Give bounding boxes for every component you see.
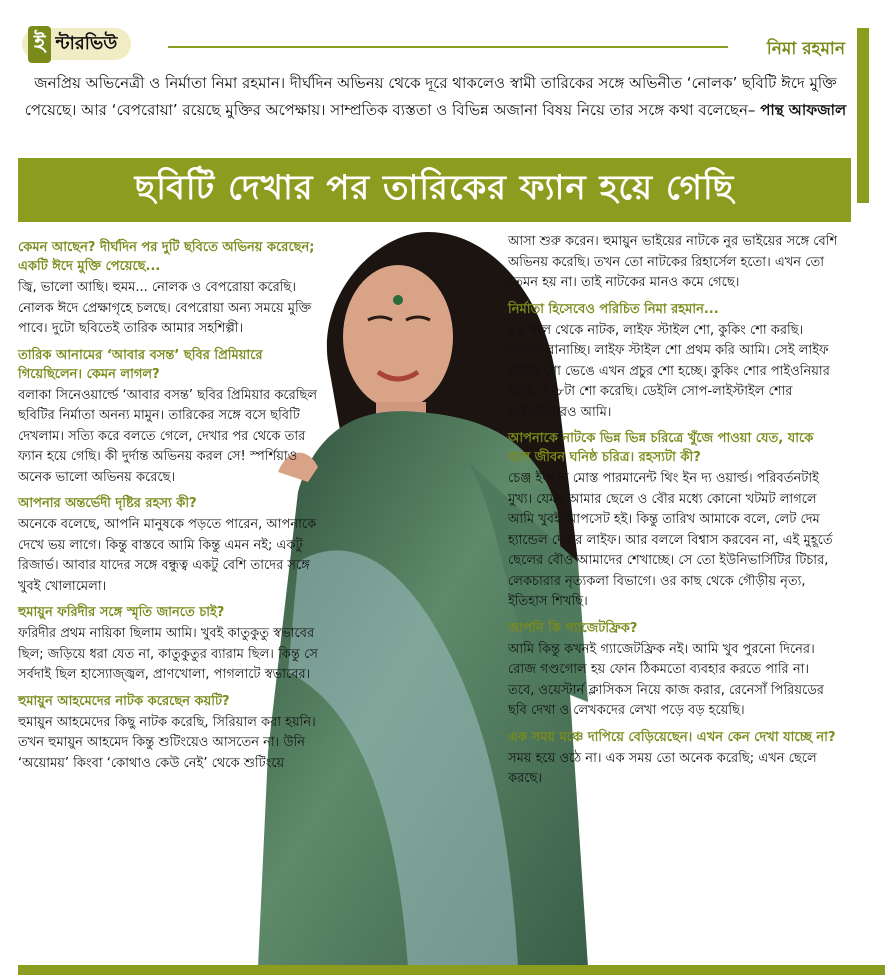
left-column — [18, 232, 318, 774]
header-bar — [0, 0, 885, 68]
answer: ফরিদীর প্রথম নায়িকা ছিলাম আমি। খুবই কাতুকুতু স্বভাবের ছিল; জড়িয়ে ধরা যেত না, কাতুকুতুর ব্যারাম ছিল। কিন্তু সে সর্বদাই ছিল হাস্যোজ্জ্বল, প্রাণখোলা, পাগলাটে স্বভাবের। — [18, 626, 318, 682]
question: এক সময় মঞ্চে দাপিয়ে বেড়িয়েছেন। এখন কেন দেখা যাচ্ছে না? — [508, 729, 836, 745]
answer: জ্বি, ভালো আছি। হুমম... নোলক ও বেপরোয়া করেছি। নোলক ঈদে প্রেক্ষাগৃহে চলছে। বেপরোয়া অন্য সময়ে মুক্তি পাবে। দুটো ছবিতেই তারিক আমার সহশিল্পী। — [18, 280, 312, 336]
question: হুমায়ুন ফরিদীর সঙ্গে স্মৃতি জানতে চাই? — [18, 605, 225, 620]
question: আপনি কি গ্যাজেটফ্রিক? — [508, 620, 638, 636]
answer: হুমায়ুন আহমেদের কিছু নাটক করেছি, সিরিয়াল করা হয়নি। তখন হুমায়ুন আহমেদ কিন্তু শুটিংয়েও আসতেন না। উনি ‘অয়োময়’ কিংবা ‘কোথাও কেউ নেই’ থেকে শুটিংয়ে — [18, 714, 316, 771]
question: নির্মাতা হিসেবেও পরিচিত নিমা রহমান... — [508, 301, 719, 317]
answer: ৯৮ সাল থেকে নাটক, লাইফ স্টাইল শো, কুকিং শো করছি। এখনো বানাচ্ছি। লাইফ স্টাইল শো প্রথম করি আমি। সেই লাইফ স্টাইল শো ভেঙে এখন প্রচুর শো হচ্ছে। কুকিং শোর পাইওনিয়ার আমি; ৭-৮টা শো করেছি। ডেইলি সোপ-লাইস্টাইল শোর পাইওনিয়ারও আমি। — [508, 322, 830, 420]
question: আপনার অন্তর্ভেদী দৃষ্টির রহস্য কী? — [18, 496, 197, 511]
answer: চেঞ্জ ইজ দ্য মোস্ত পারমানেন্ট থিং ইন দ্য ওয়ার্ল্ড। পরিবর্তনটাই মুখ্য। যেমন আমার ছেলে ও বৌর মধ্যে কোনো খটমট লাগলে আমি খুবই আপসেট হই। কিন্তু তারিখ আমাকে বলে, লেট দেম হ্যান্ডেল দেয়ার লাইফ। আর বললে বিশ্বাস করবেন না, এই মুহূর্তে ছেলের বৌও আমাদের শেখাচ্ছে। সে তো ইউনিভার্সিটির টিচার, লেকচারার নৃত্যকলা বিভাগে। ওর কাছ থেকে গৌড়ীয় নৃত্য, ইতিহাস শিখছি। — [508, 471, 833, 609]
footer-bar — [18, 965, 885, 975]
answer: বলাকা সিনেওয়ার্ল্ডে ‘আবার বসন্ত’ ছবির প্রিমিয়ার করেছিল ছবিটির নির্মাতা অনন্য মামুন। তারিকের সঙ্গে বসে ছবিটি দেখলাম। সত্যি করে বলতে গেলে, দেখার পর থেকে তার ফ্যান হয়ে গেছি। কী দুর্দান্ত অভিনয় করল সে! স্পর্শিয়াও অনেক ভালো অভিনয় করেছে। — [18, 387, 318, 485]
header-rule — [168, 46, 728, 48]
question: আপনাকে নাটকে ভিন্ন ভিন্ন চরিত্রে খুঁজে পাওয়া যেত, যাকে বলে জীবন ঘনিষ্ঠ চরিত্র। রহস্যটা কী? — [508, 431, 814, 465]
author-name: নিমা রহমান — [766, 39, 845, 59]
headline-text: ছবিটি দেখার পর তারিকের ফ্যান হয়ে গেছি — [134, 167, 735, 208]
answer: অনেকে বলেছে, আপনি মানুষকে পড়তে পারেন, আপনাকে দেখে ভয় লাগে। কিন্তু বাস্তবে আমি কিন্তু এমন নই; একটু রিজার্ভ। আবার যাদের সঙ্গে বন্ধুত্ব একটু বেশি তাদের সঙ্গে খুবই খোলামেলা। — [18, 517, 317, 594]
section-tag-label: ন্টারভিউ — [55, 32, 118, 54]
question: তারিক আনামের ‘আবার বসন্ত’ ছবির প্রিমিয়ারে গিয়েছিলেন। কেমন লাগল? — [18, 347, 263, 382]
intro-text: জনপ্রিয় অভিনেত্রী ও নির্মাতা নিমা রহমান। দীর্ঘদিন অভিনয় থেকে দূরে থাকলেও স্বামী তারিকের সঙ্গে অভিনীত ‘নোলক’ ছবিটি ঈদে মুক্তি পেয়েছে। আর ‘বেপরোয়া’ রয়েছে মুক্তির অপেক্ষায়। সাম্প্রতিক ব্যস্ততা ও বিভিন্ন অজানা বিষয় নিয়ে তার সঙ্গে কথা বলেছেন– — [24, 74, 837, 119]
section-tag-initial: ই — [28, 26, 51, 63]
question: কেমন আছেন? দীর্ঘদিন পর দুটি ছবিতে অভিনয় করেছেন; একটি ঈদে মুক্তি পেয়েছে... — [18, 240, 315, 274]
intro-byline: পান্থ আফজাল — [760, 101, 847, 119]
answer: আমি কিন্তু কখনই গ্যাজেটফ্রিক নই। আমি খুব পুরনো দিনের। রোজ গণ্ডগোল হয় ফোন ঠিকমতো ব্যবহার করতে পারি না। তবে, ওয়েস্টার্ন ক্লাসিকস নিয়ে কাজ করার, রেনেসাঁ পিরিয়ডের ছবি দেখা ও লেখকদের লেখা পড়ে বড় হয়েছি। — [508, 641, 824, 718]
right-column — [508, 232, 838, 790]
section-tag — [22, 28, 131, 60]
question: হুমায়ুন আহমেদের নাটক করেছেন কয়টি? — [18, 693, 230, 709]
headline-banner — [18, 158, 851, 222]
accent-side-bar — [857, 28, 869, 203]
answer: আসা শুরু করেন। হুমায়ুন ভাইয়ের নাটকে নুর ভাইয়ের সঙ্গে বেশি অভিনয় করেছি। তখন তো নাটকের রিহার্সেল হতো। এখন তো তেমন হয় না। তাই নাটকের মানও কমে গেছে। — [508, 234, 838, 290]
intro-paragraph — [18, 70, 853, 124]
answer: সময় হয়ে ওঠে না। এক সময় তো অনেক করেছি; এখন ছেলে করছে। — [508, 750, 817, 786]
